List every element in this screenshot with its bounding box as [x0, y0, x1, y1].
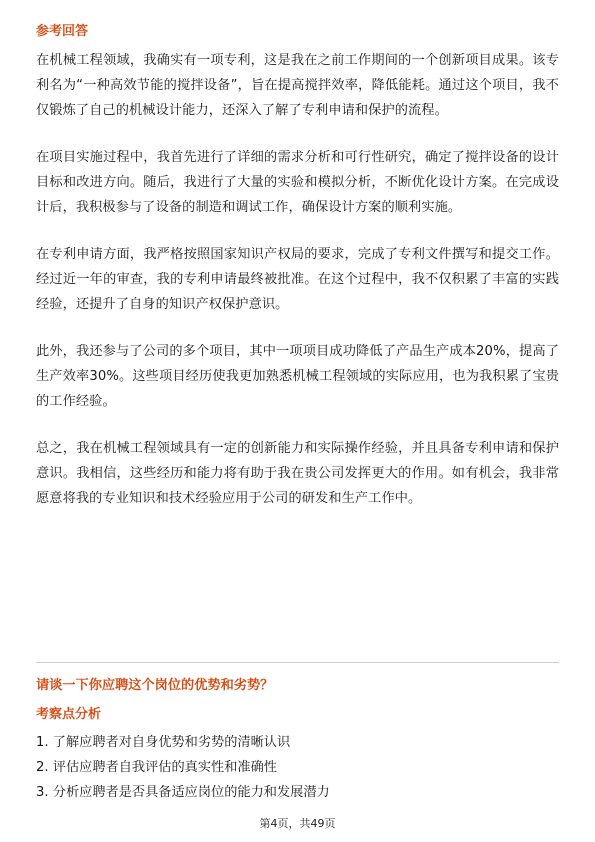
section-divider [36, 662, 559, 663]
answer-paragraph-4: 此外，我还参与了公司的多个项目，其中一项项目成功降低了产品生产成本20%，提高了生产效率30%。这些项目经历使我更加熟悉机械工程领域的实际应用，也为我积累了宝贵的工作经验。 [36, 344, 559, 409]
analysis-point-1: 1. 了解应聘者对自身优势和劣势的清晰认识 [36, 735, 291, 750]
answer-paragraph-5: 总之，我在机械工程领域具有一定的创新能力和实际操作经验，并且具备专利申请和保护意识。我相信，这些经历和能力将有助于我在贵公司发挥更大的作用。如有机会，我非常愿意将我的专业知识和技术经验应用于公司的研发和生产工作中。 [36, 441, 559, 506]
answer-heading: 参考回答 [36, 24, 89, 39]
page-footer: 第4页，共49页 [259, 817, 336, 830]
analysis-point-3: 3. 分析应聘者是否具备适应岗位的能力和发展潜力 [36, 785, 330, 800]
next-question-title: 请谈一下你应聘这个岗位的优势和劣势？ [36, 678, 274, 693]
answer-paragraph-2: 在项目实施过程中，我首先进行了详细的需求分析和可行性研究，确定了搅拌设备的设计目标和改进方向。随后，我进行了大量的实验和模拟分析，不断优化设计方案。在完成设计后，我积极参与了设备的制造和调试工作，确保设计方案的顺利实施。 [36, 150, 559, 215]
answer-paragraph-1: 在机械工程领域，我确实有一项专利，这是我在之前工作期间的一个创新项目成果。该专利名为“一种高效节能的搅拌设备”，旨在提高搅拌效率，降低能耗。通过这个项目，我不仅锻炼了自己的机械设计能力，还深入了解了专利申请和保护的流程。 [36, 53, 559, 118]
analysis-points [36, 730, 559, 805]
analysis-point-2: 2. 评估应聘者自我评估的真实性和准确性 [36, 760, 277, 775]
answer-section [36, 22, 559, 511]
answer-paragraph-3: 在专利申请方面，我严格按照国家知识产权局的要求，完成了专利文件撰写和提交工作。经过近一年的审查，我的专利申请最终被批准。在这个过程中，我不仅积累了丰富的实践经验，还提升了自身的知识产权保护意识。 [36, 247, 559, 312]
analysis-heading: 考察点分析 [36, 707, 102, 722]
